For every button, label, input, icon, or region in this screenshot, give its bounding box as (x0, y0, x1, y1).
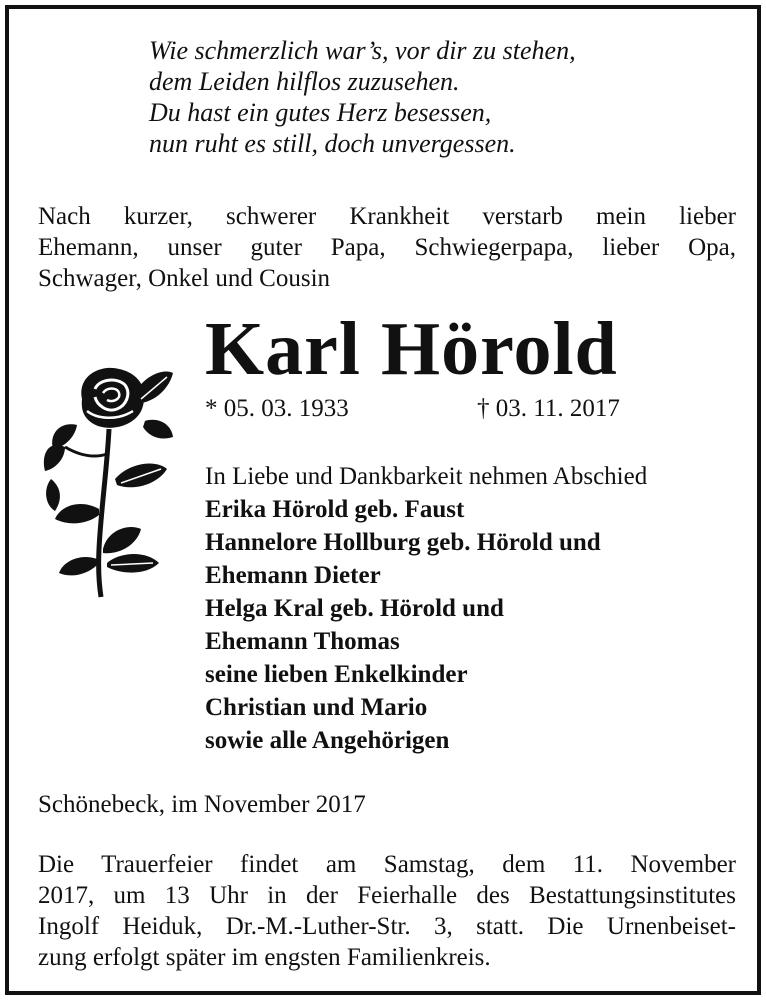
rose-icon (37, 359, 177, 599)
mourner-line: Hannelore Hollburg geb. Hörold und (205, 529, 601, 556)
poem-line: Du hast ein gutes Herz besessen, (149, 98, 492, 127)
poem-line: nun ruht es still, doch unvergessen. (149, 129, 516, 158)
mourner-line: Helga Kral geb. Hörold und (205, 595, 504, 622)
mourner-line: sowie alle Angehörigen (205, 727, 450, 754)
service-line: Ingolf Heiduk, Dr.-M.-Luther-Str. 3, statt. Die Urnenbeiset- (38, 913, 736, 940)
service-info (38, 849, 736, 973)
poem-line: dem Leiden hilflos zuzusehen. (149, 67, 460, 96)
mourners-list (205, 460, 647, 757)
birth-date: * 05. 03. 1933 (205, 395, 349, 422)
service-line: Die Trauerfeier findet am Samstag, dem 11. November (38, 851, 736, 878)
mourner-line: Ehemann Thomas (205, 628, 400, 655)
mourner-line: Christian und Mario (205, 694, 428, 721)
obituary-notice (5, 5, 761, 995)
place-date: Schönebeck, im November 2017 (38, 791, 366, 818)
intro-line: Nach kurzer, schwerer Krankheit verstarb mein lieber (38, 203, 736, 230)
deceased-name: Karl Hörold (205, 307, 618, 391)
mourner-line: Ehemann Dieter (205, 562, 381, 589)
mourner-line: Erika Hörold geb. Faust (205, 496, 465, 523)
poem (149, 35, 576, 159)
intro-line: Ehemann, unser guter Papa, Schwiegerpapa, lieber Opa, (38, 234, 736, 261)
intro-text (38, 201, 736, 294)
service-line: 2017, um 13 Uhr in der Feierhalle des Bestattungsinstitutes (38, 882, 736, 909)
service-line: zung erfolgt später im engsten Familienkreis. (38, 944, 491, 971)
mourners-intro: In Liebe und Dankbarkeit nehmen Abschied (205, 463, 648, 490)
poem-line: Wie schmerzlich war’s, vor dir zu stehen, (149, 36, 576, 65)
mourner-line: seine lieben Enkelkinder (205, 661, 468, 688)
intro-line: Schwager, Onkel und Cousin (38, 265, 331, 292)
death-date: † 03. 11. 2017 (477, 395, 620, 422)
